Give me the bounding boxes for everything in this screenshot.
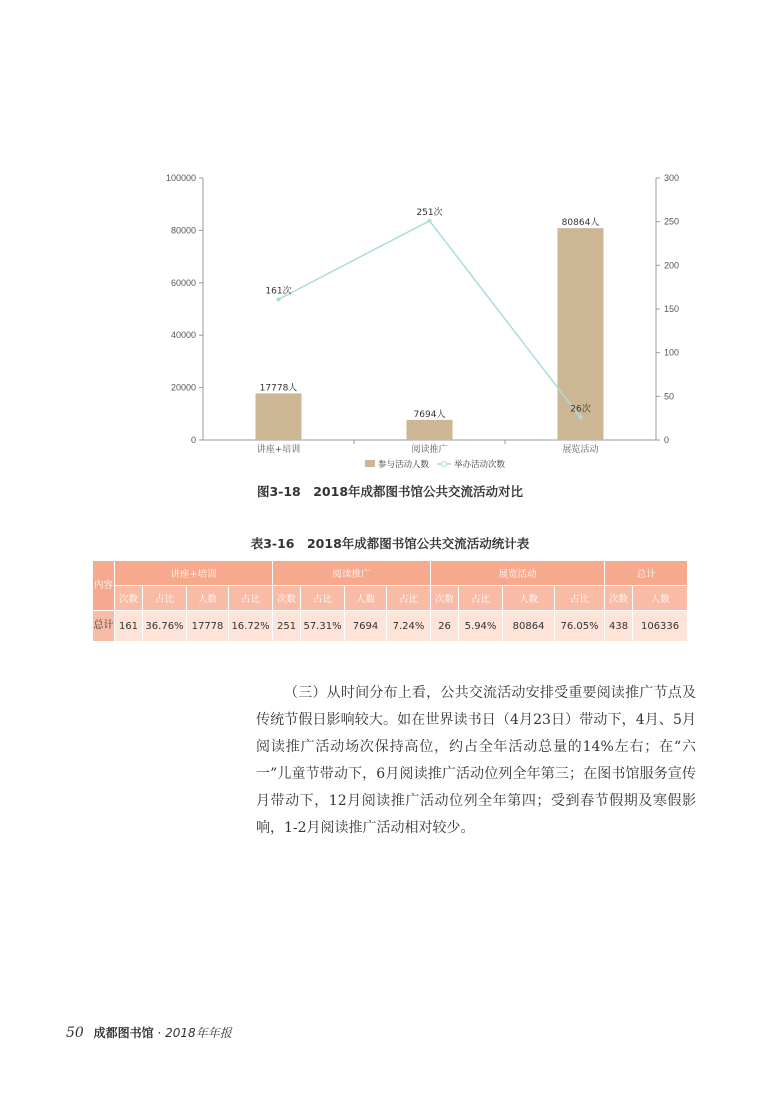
- table-cell: 5.94%: [459, 611, 503, 642]
- table-cell: 16.72%: [229, 611, 273, 642]
- subheader: 占比: [555, 586, 605, 611]
- subheader: 次数: [605, 586, 633, 611]
- line-data-label: 251次: [416, 207, 443, 218]
- table-cell: 438: [605, 611, 633, 642]
- y-right-tick-label: 150: [664, 304, 680, 314]
- table-cell: 7694: [345, 611, 387, 642]
- subheader: 占比: [301, 586, 345, 611]
- table-cell: 106336: [633, 611, 688, 642]
- subheader: 人数: [345, 586, 387, 611]
- subheader: 次数: [431, 586, 459, 611]
- y-left-tick-label: 80000: [170, 225, 196, 236]
- bar-data-label: 17778人: [259, 383, 298, 394]
- y-right-tick-label: 50: [664, 391, 675, 402]
- bar: [256, 393, 302, 440]
- table-cell: 57.31%: [301, 611, 345, 642]
- y-left-tick-label: 60000: [170, 277, 196, 288]
- y-left-tick-label: 100000: [165, 173, 196, 183]
- activity-comparison-chart: [0, 0, 780, 480]
- table-cell: 80864: [503, 611, 555, 642]
- line-point: [277, 297, 281, 301]
- subheader: 占比: [387, 586, 431, 611]
- report-title: 2018年年报: [165, 1026, 232, 1040]
- table-caption: 表3-16 2018年成都图书馆公共交流活动统计表: [250, 536, 530, 551]
- book-title: 成都图书馆: [93, 1026, 154, 1040]
- subheader: 占比: [459, 586, 503, 611]
- legend-bar-swatch: [365, 460, 375, 467]
- table-cell: 17778: [187, 611, 229, 642]
- line-data-label: 26次: [570, 404, 591, 415]
- data-labels: [260, 206, 600, 420]
- y-right-tick-label: 200: [664, 260, 680, 271]
- table-cell: 7.24%: [387, 611, 431, 642]
- y-right-tick-label: 300: [664, 173, 680, 183]
- table-cell: 36.76%: [143, 611, 187, 642]
- group-header: 阅读推广: [273, 561, 431, 586]
- subheader: 占比: [143, 586, 187, 611]
- bar: [407, 420, 453, 440]
- subheader: 次数: [115, 586, 143, 611]
- bar-data-label: 7694人: [413, 409, 446, 420]
- legend-line-label: 举办活动次数: [454, 460, 506, 470]
- subheader: 人数: [633, 586, 688, 611]
- line-point: [579, 415, 583, 419]
- x-category-label: 阅读推广: [411, 445, 448, 455]
- page-footer: [66, 1024, 232, 1041]
- row-label: 总计: [93, 611, 115, 642]
- y-left-tick-label: 0: [190, 435, 196, 445]
- table-side-header: 内容: [93, 561, 115, 611]
- subheader: 占比: [229, 586, 273, 611]
- subheader: 人数: [187, 586, 229, 611]
- footer-separator: ·: [157, 1026, 162, 1040]
- statistics-table: [92, 560, 688, 642]
- group-header: 讲座+培训: [115, 561, 273, 586]
- table-subheader-row: [93, 586, 688, 611]
- table-cell: 26: [431, 611, 459, 642]
- page-number: 50: [66, 1025, 84, 1041]
- y-left-tick-label: 40000: [170, 330, 196, 341]
- table-group-header-row: [93, 561, 688, 586]
- table-cell: 161: [115, 611, 143, 642]
- legend-line-marker: [442, 462, 447, 467]
- subheader: 人数: [503, 586, 555, 611]
- legend-bar-label: 参与活动人数: [378, 460, 430, 470]
- x-category-label: 讲座+培训: [256, 445, 301, 455]
- y-right-tick-label: 100: [664, 347, 680, 358]
- bar-series: [256, 228, 604, 440]
- figure-caption: 图3-18 2018年成都图书馆公共交流活动对比: [256, 484, 524, 499]
- y-left-tick-label: 20000: [170, 382, 196, 393]
- line-series: [277, 219, 583, 420]
- line-point: [428, 219, 432, 223]
- group-header: 展览活动: [431, 561, 605, 586]
- subheader: 次数: [273, 586, 301, 611]
- line-path: [279, 221, 581, 418]
- group-header: 总计: [605, 561, 688, 586]
- y-right-tick-label: 250: [664, 216, 680, 227]
- table-cell: 251: [273, 611, 301, 642]
- table-row: [93, 611, 688, 642]
- x-category-label: 展览活动: [562, 445, 599, 455]
- body-paragraph: [256, 680, 696, 842]
- bar-data-label: 80864人: [561, 218, 600, 229]
- table-cell: 76.05%: [555, 611, 605, 642]
- y-right-tick-label: 0: [664, 435, 670, 445]
- line-data-label: 161次: [265, 286, 292, 297]
- paragraph-text: （三）从时间分布上看，公共交流活动安排受重要阅读推广节点及传统节假日影响较大。如在世界读书日（4月23日）带动下，4月、5月阅读推广活动场次保持高位，约占全年活动总量的14%左右；在“六一”儿童节带动下，6月阅读推广活动位列全年第三；在图书馆服务宣传月带动下，12月阅读推广活动位列全年第四；受到春节假期及寒假影响，1-2月阅读推广活动相对较少。: [256, 685, 696, 836]
- chart-legend: [365, 459, 506, 470]
